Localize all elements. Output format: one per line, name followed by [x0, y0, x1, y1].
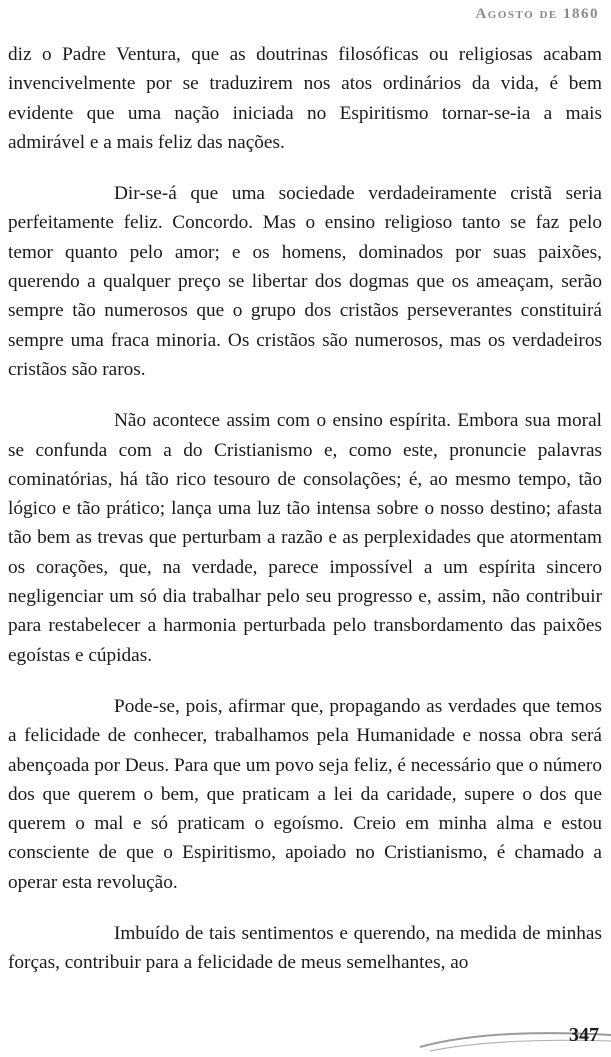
paragraph-3: Não acontece assim com o ensino espírita. Embora sua moral se confunda com a do Cristianismo e, como este, pronuncie palavras cominatórias, há tão rico tesouro de consolações; é, ao mesmo tempo, tão lógico e tão prático; lança uma luz tão intensa sobre o nosso destino; afasta tão bem as trevas que perturbam a razão e as perplexidades que atormentam os corações, que, na verdade, parece impossível a um espírita sincero negligenciar um só dia trabalhar pelo seu progresso e, assim, não contribuir para restabelecer a harmonia perturbada pelo transbordamento das paixões egoístas e cúpidas.: [8, 410, 602, 666]
footer-swoosh-icon: [0, 1021, 611, 1057]
paragraph-4: Pode-se, pois, afirmar que, propagando as verdades que temos a felicidade de conhecer, trabalhamos pela Humanidade e nossa obra será abençoada por Deus. Para que um povo seja feliz, é necessário que o número dos que querem o bem, que praticam a lei da caridade, supere o dos que querem o mal e só praticam o egoísmo. Creio em minha alma e estou consciente de que o Espiritismo, apoiado no Cristianismo, é chamado a operar esta revolução.: [8, 695, 602, 893]
page-footer: [0, 1021, 611, 1057]
page-body: [8, 40, 602, 1000]
paragraph-2: Dir-se-á que uma sociedade verdadeiramente cristã seria perfeitamente feliz. Concordo. Mas o ensino religioso tanto se faz pelo temor quanto pelo amor; e os homens, dominados por suas paixões, querendo a qualquer preço se libertar dos dogmas que os ameaçam, serão sempre tão numerosos que o grupo dos cristãos perseverantes constituirá sempre uma fraca minoria. Os cristãos são numerosos, mas os verdadeiros cristãos são raros.: [8, 183, 602, 380]
paragraph-1: diz o Padre Ventura, que as doutrinas filosóficas ou religiosas acabam invencivelmente por se traduzirem nos atos ordinários da vida, é bem evidente que uma nação iniciada no Espiritismo tornar-se-ia a mais admirável e a mais feliz das nações.: [8, 44, 602, 153]
paragraph-5: Imbuído de tais sentimentos e querendo, na medida de minhas forças, contribuir para a felicidade de meus semelhantes, ao: [8, 923, 602, 974]
page-number: 347: [569, 1024, 599, 1046]
running-header: Agosto de 1860: [475, 6, 599, 22]
